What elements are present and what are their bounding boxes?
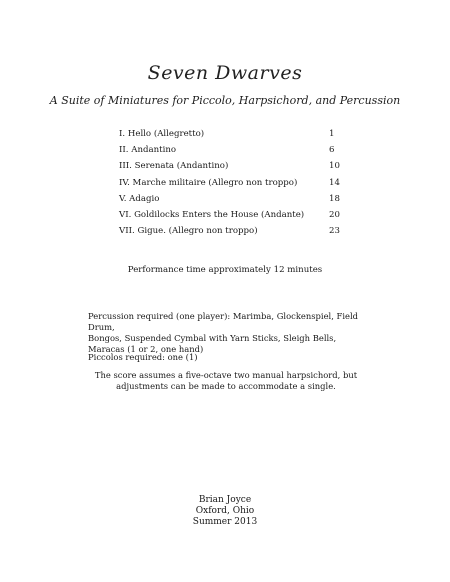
composer-signature bbox=[0, 495, 450, 528]
percussion-line: Maracas (1 or 2, one hand) bbox=[88, 344, 204, 354]
composition-date: Summer 2013 bbox=[192, 517, 258, 527]
toc-entry-page: 1 bbox=[329, 129, 335, 139]
toc-entry-label: IV. Marche militaire (Allegro non troppo) bbox=[119, 177, 298, 188]
table-of-contents bbox=[119, 126, 359, 239]
toc-entry-page: 14 bbox=[329, 177, 340, 188]
toc-entry bbox=[119, 207, 359, 223]
toc-entry bbox=[119, 126, 359, 142]
toc-entry bbox=[119, 223, 359, 239]
toc-entry-label: III. Serenata (Andantino) bbox=[119, 161, 229, 172]
score-note-line: The score assumes a five-octave two manual harpsichord, but bbox=[94, 370, 358, 380]
composer-name: Brian Joyce bbox=[198, 495, 252, 505]
toc-entry bbox=[119, 175, 359, 191]
toc-entry-label: V. Adagio bbox=[119, 193, 160, 204]
toc-entry bbox=[119, 142, 359, 158]
toc-entry-page: 23 bbox=[329, 226, 340, 237]
toc-entry-label: VII. Gigue. (Allegro non troppo) bbox=[119, 226, 258, 237]
toc-entry-page: 6 bbox=[329, 145, 335, 156]
toc-entry bbox=[119, 191, 359, 207]
percussion-requirements bbox=[88, 311, 378, 355]
toc-entry-label: VI. Goldilocks Enters the House (Andante) bbox=[119, 209, 305, 220]
toc-entry-label: I. Hello (Allegretto) bbox=[119, 129, 205, 139]
piccolo-requirements: Piccolos required: one (1) bbox=[88, 352, 198, 362]
score-note bbox=[90, 370, 362, 392]
document-subtitle: A Suite of Miniatures for Piccolo, Harpsichord, and Percussion bbox=[49, 94, 401, 107]
document-title: Seven Dwarves bbox=[147, 62, 303, 84]
toc-entry-page: 10 bbox=[329, 161, 340, 172]
toc-entry-page: 18 bbox=[329, 193, 340, 204]
toc-entry-page: 20 bbox=[329, 209, 340, 220]
toc-entry-label: II. Andantino bbox=[119, 145, 177, 156]
percussion-line: Bongos, Suspended Cymbal with Yarn Sticks, Sleigh Bells, bbox=[88, 333, 337, 343]
composer-place: Oxford, Ohio bbox=[195, 506, 255, 516]
percussion-line: Percussion required (one player): Marimba, Glockenspiel, Field Drum, bbox=[88, 311, 359, 332]
score-note-line: adjustments can be made to accommodate a single. bbox=[116, 381, 336, 391]
performance-time: Performance time approximately 12 minutes bbox=[127, 265, 323, 275]
toc-entry bbox=[119, 158, 359, 174]
